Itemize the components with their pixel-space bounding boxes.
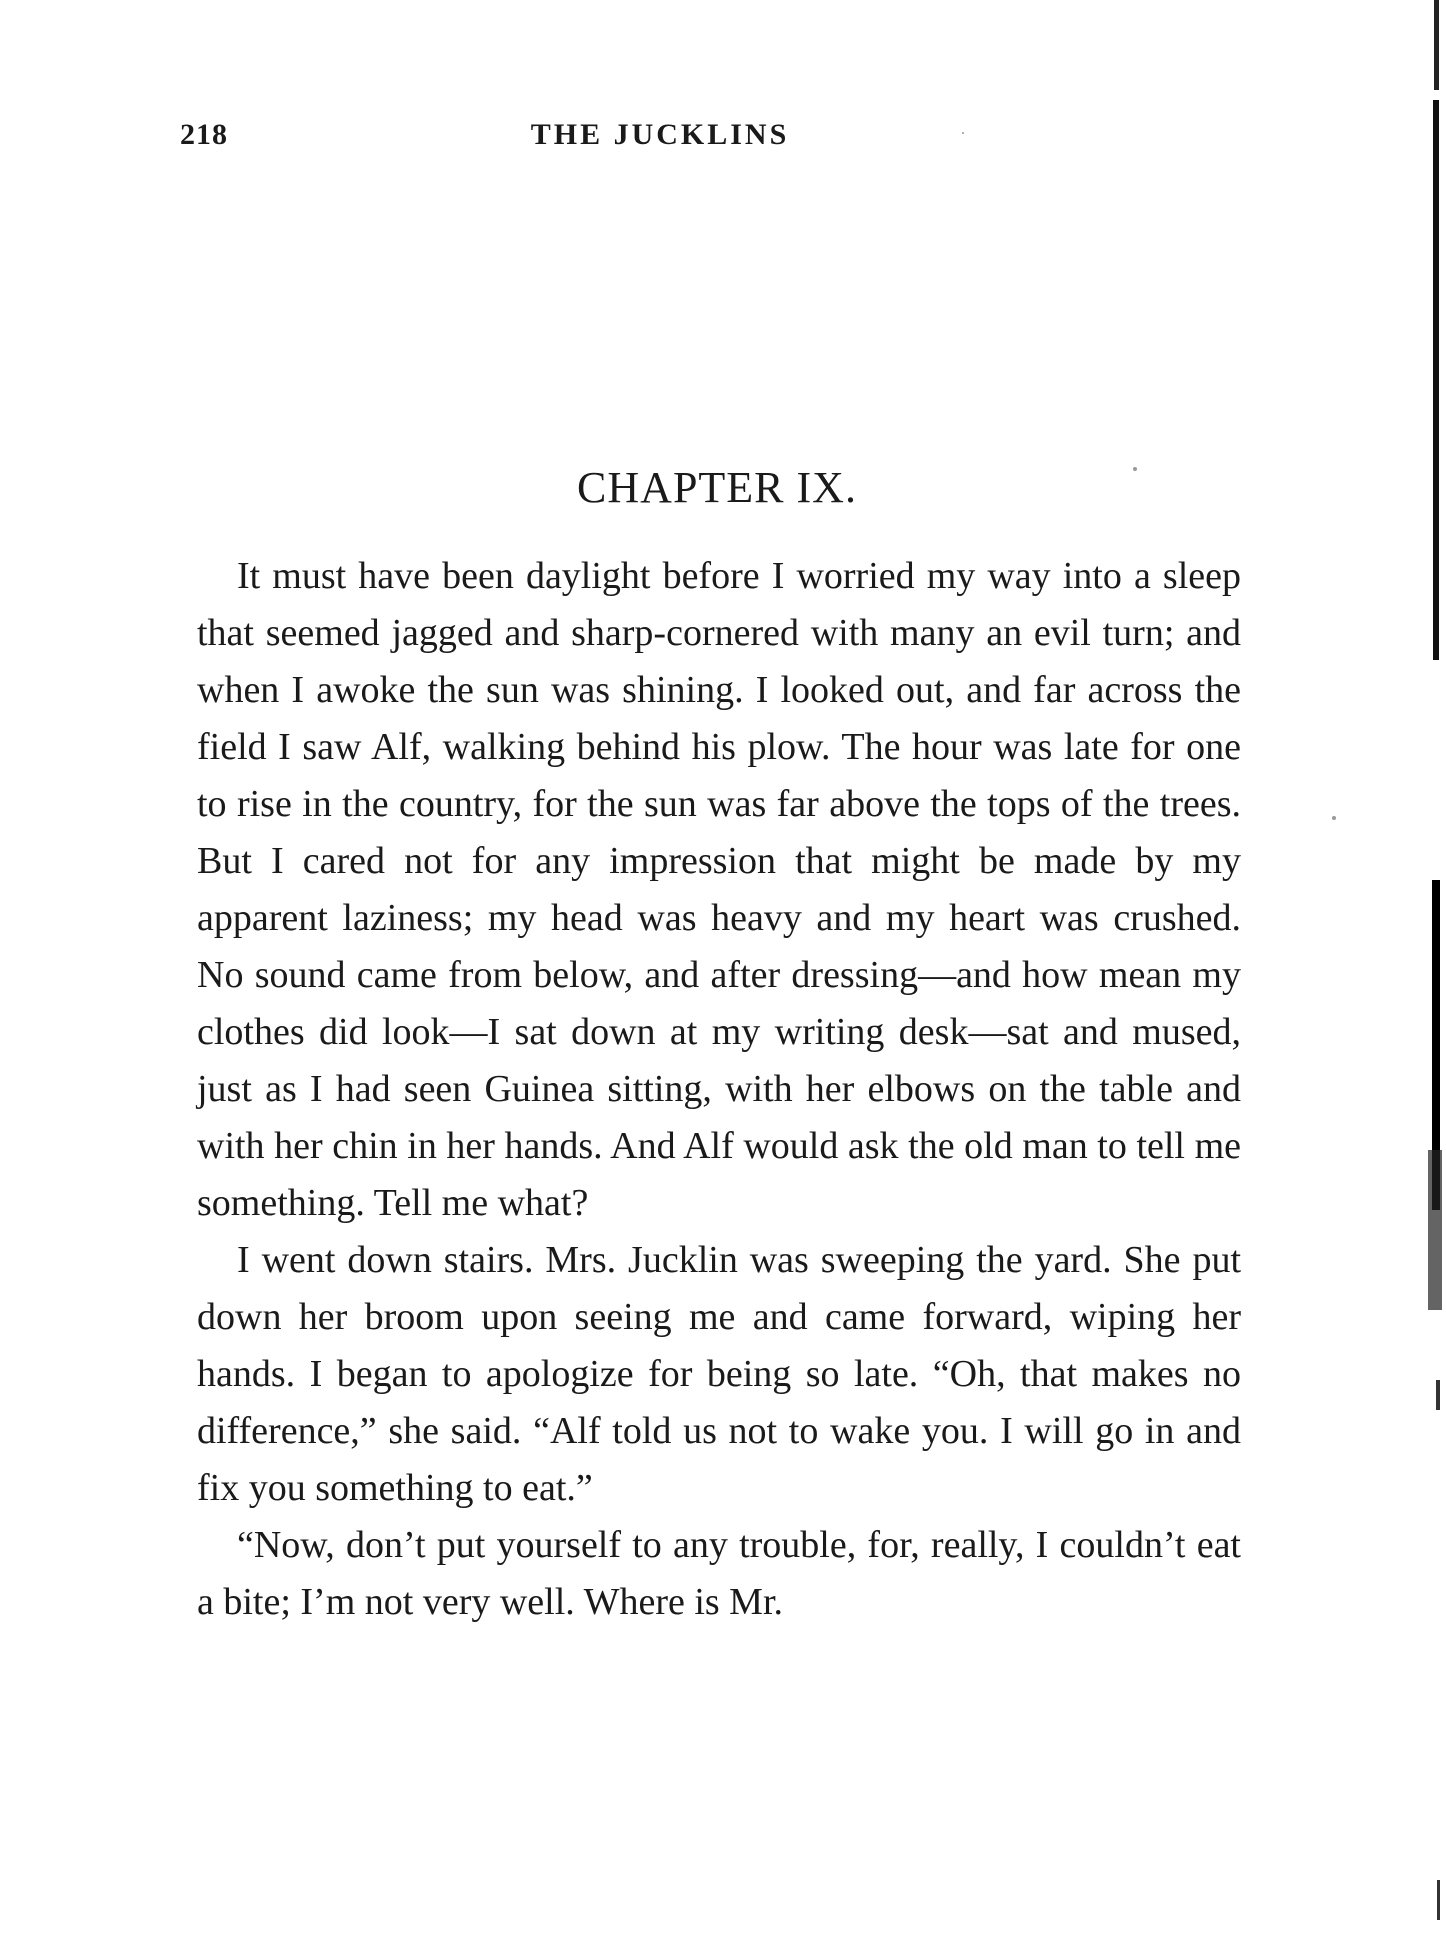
binding-edge-shadow	[1416, 0, 1446, 1953]
paragraph-3: “Now, don’t put yourself to any trouble, for, really, I couldn’t eat a bite; I’m not very well. Where is Mr.	[197, 1524, 1241, 1623]
paragraph-2: I went down stairs. Mrs. Jucklin was sweeping the yard. She put down her broom upon seeing me and came forward, wiping her hands. I began to apologize for being so late. “Oh, that makes no difference,” she said. “Alf told us not to wake you. I will go in and fix you something to eat.”	[197, 1239, 1241, 1509]
dust-speck	[1332, 816, 1336, 820]
chapter-title: CHAPTER IX.	[577, 463, 857, 512]
page-number: 218	[180, 118, 228, 151]
dust-speck	[962, 132, 964, 134]
page-header	[180, 118, 1260, 158]
chapter-body	[197, 548, 1241, 1631]
dust-speck	[1133, 467, 1137, 471]
paragraph-1: It must have been daylight before I worried my way into a sleep that seemed jagged and sharp-cornered with many an evil turn; and when I awoke the sun was shining. I looked out, and far across the field I saw Alf, walking behind his plow. The hour was late for one to rise in the country, for the sun was far above the tops of the trees. But I cared not for any impression that might be made by my apparent laziness; my head was heavy and my heart was crushed. No sound came from below, and after dressing—and how mean my clothes did look—I sat down at my writing desk—sat and mused, just as I had seen Guinea sitting, with her elbows on the table and with her chin in her hands. And Alf would ask the old man to tell me something. Tell me what?	[197, 555, 1241, 1224]
running-head: THE JUCKLINS	[530, 118, 790, 151]
